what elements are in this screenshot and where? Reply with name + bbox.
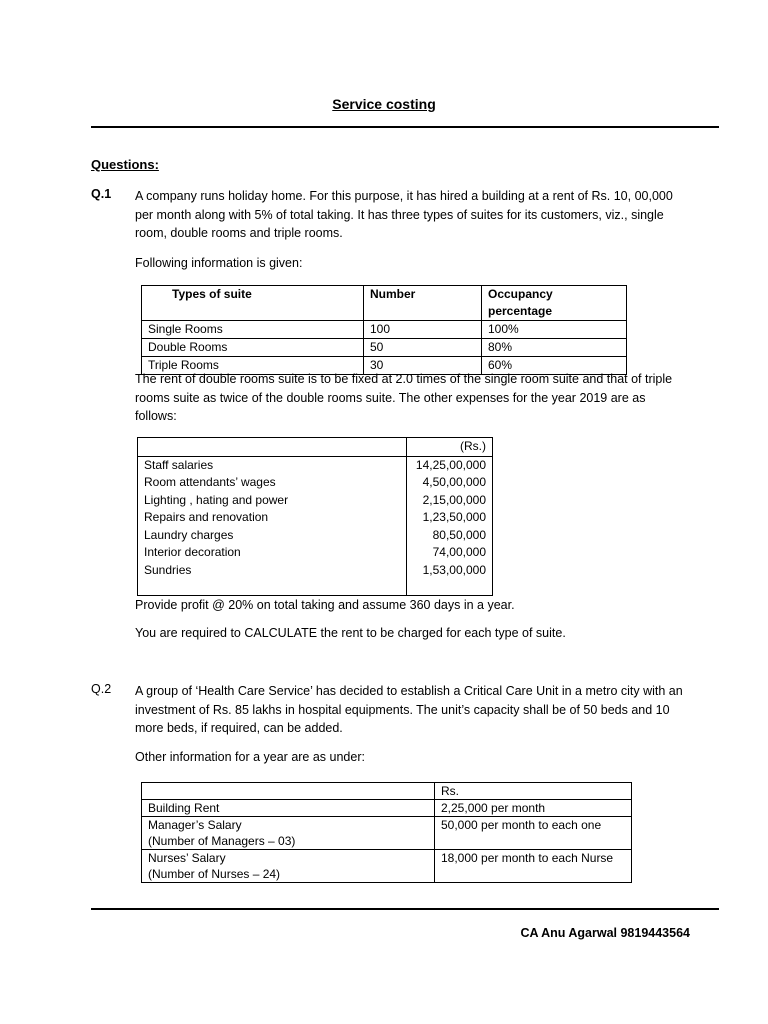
suite-type: Single Rooms [142, 321, 364, 339]
q1-number: Q.1 [91, 187, 112, 201]
expense-label: Lighting , hating and power [144, 492, 289, 507]
q1-rent-text: The rent of double rooms suite is to be fixed at 2.0 times of the single room suite and that of triple rooms suite as twice of the double rooms suite. The other expenses for the year 2019 are as follows: [135, 372, 673, 423]
expense-label: Staff salaries [144, 457, 214, 472]
top-rule [91, 126, 719, 128]
expense-header-currency: (Rs.) [407, 438, 493, 457]
table-row [142, 800, 632, 817]
ccu-item-label: Building Rent [142, 800, 435, 817]
suite-occupancy: 80% [482, 339, 627, 357]
suite-type: Double Rooms [142, 339, 364, 357]
ccu-table-header [142, 783, 632, 800]
expense-amounts [407, 456, 493, 596]
suite-table-header [142, 286, 627, 321]
expense-amount: 1,23,50,000 [422, 510, 486, 524]
expense-label: Laundry charges [144, 527, 234, 542]
ccu-item-sub: (Number of Nurses – 24) [148, 867, 281, 881]
table-row [142, 850, 632, 883]
questions-heading: Questions: [91, 157, 159, 172]
expense-amount: 4,50,00,000 [422, 475, 486, 489]
expense-label: Interior decoration [144, 545, 241, 559]
suite-occupancy: 100% [482, 321, 627, 339]
suite-number: 50 [364, 339, 482, 357]
table-row [142, 817, 632, 850]
expense-amount: 74,00,000 [432, 545, 486, 559]
expense-table-header [138, 438, 493, 457]
table-row [142, 339, 627, 357]
suite-type: Triple Rooms [142, 357, 364, 375]
ccu-item-sub: (Number of Managers – 03) [148, 834, 296, 848]
suite-occupancy: 60% [482, 357, 627, 375]
q1-required-text: You are required to CALCULATE the rent to be charged for each type of suite. [135, 626, 566, 640]
ccu-item-value: 2,25,000 per month [435, 800, 632, 817]
table-row [142, 321, 627, 339]
expense-label: Room attendants’ wages [144, 475, 276, 489]
expense-amount: 14,25,00,000 [415, 457, 486, 472]
q1-info-line: Following information is given: [135, 256, 303, 270]
ccu-item-title: Nurses’ Salary [148, 851, 226, 865]
ccu-header-currency: Rs. [435, 783, 632, 800]
expense-label: Sundries [144, 562, 192, 577]
ccu-item-label [142, 850, 435, 883]
page-title: Service costing [332, 96, 436, 112]
expense-amount: 2,15,00,000 [422, 492, 486, 507]
ccu-item-label [142, 817, 435, 850]
expense-label: Repairs and renovation [144, 510, 269, 524]
q1-intro: A company runs holiday home. For this purpose, it has hired a building at a rent of Rs. 10, 00,000 per month along with 5% of total taking. It has three types of suites for its customers, viz., single room, double rooms and triple rooms. [135, 189, 673, 240]
suite-header-type: Types of suite [142, 286, 364, 321]
expense-amount: 1,53,00,000 [422, 562, 486, 577]
expense-table-body [138, 456, 493, 596]
expense-amount: 80,50,000 [432, 527, 486, 542]
suite-table [141, 285, 627, 375]
q2-intro: A group of ‘Health Care Service’ has decided to establish a Critical Care Unit in a metro city with an investment of Rs. 85 lakhs in hospital equipments. The unit’s capacity shall be of 50 beds and 10 more beds, if required, can be added. [135, 684, 683, 735]
bottom-rule [91, 908, 719, 910]
suite-header-occupancy: Occupancy percentage [482, 286, 627, 321]
suite-number: 30 [364, 357, 482, 375]
footer-author: CA Anu Agarwal 9819443564 [520, 926, 690, 940]
ccu-header-blank [142, 783, 435, 800]
ccu-item-value: 50,000 per month to each one [435, 817, 632, 850]
q1-profit-text: Provide profit @ 20% on total taking and assume 360 days in a year. [135, 598, 515, 612]
ccu-item-title: Manager’s Salary [148, 818, 242, 832]
expense-labels [138, 456, 407, 596]
ccu-cost-table [141, 782, 632, 883]
suite-header-number: Number [364, 286, 482, 321]
q2-info-line: Other information for a year are as under: [135, 750, 365, 764]
q2-number: Q.2 [91, 682, 112, 696]
suite-number: 100 [364, 321, 482, 339]
ccu-item-value: 18,000 per month to each Nurse [435, 850, 632, 883]
expense-header-blank [138, 438, 407, 457]
expense-table [137, 437, 493, 596]
